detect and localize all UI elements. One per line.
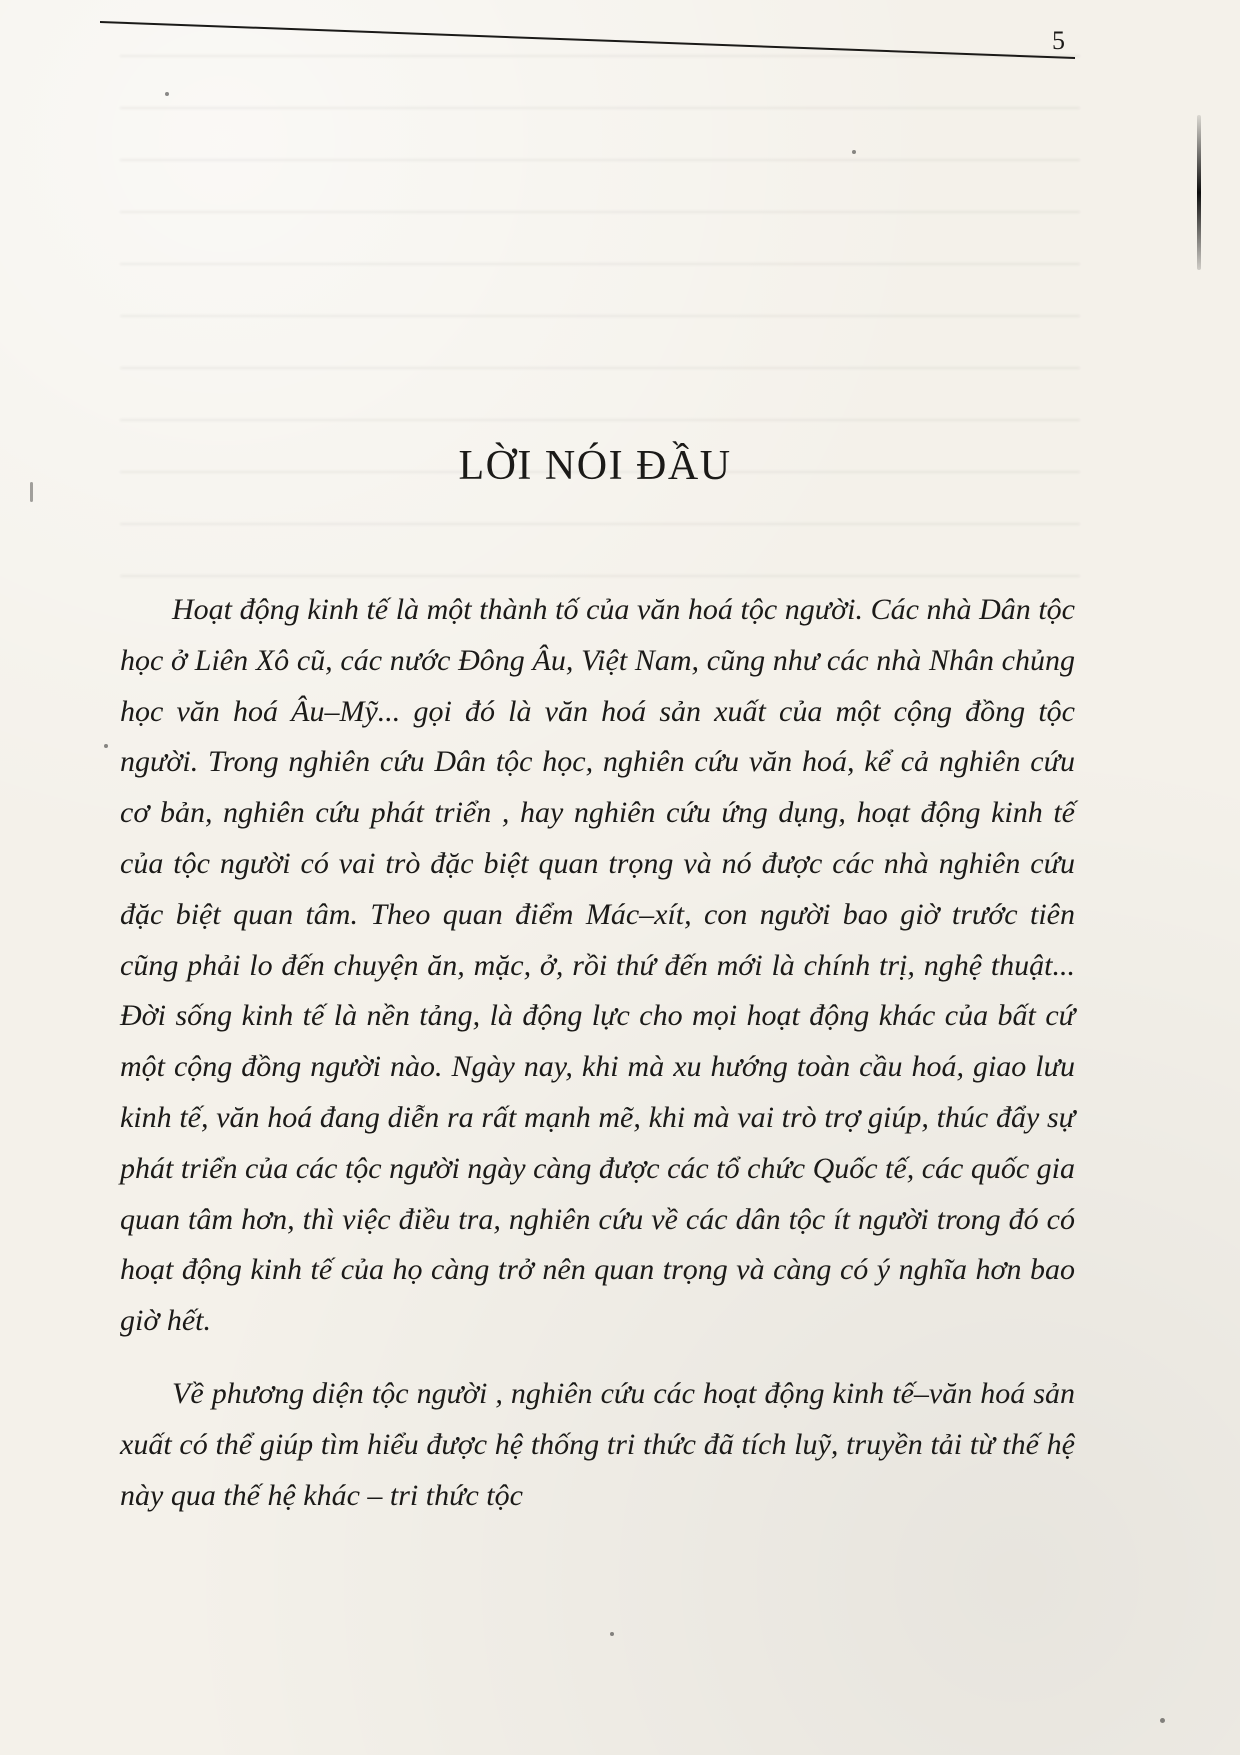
show-through-text: [120, 55, 1080, 625]
header-rule: [100, 20, 1075, 60]
paper-speck: [165, 92, 169, 96]
paper-speck: [610, 1632, 614, 1636]
paper-speck: [852, 150, 856, 154]
page-number: 5: [1052, 26, 1066, 55]
page-title: LỜI NÓI ĐẦU: [458, 443, 732, 489]
spine-shadow: [1197, 115, 1201, 270]
body-paragraph: Hoạt động kinh tế là một thành tố của văn hoá tộc người. Các nhà Dân tộc học ở Liên Xô cũ, các nước Đông Âu, Việt Nam, cũng như các nhà Nhân chủng học văn hoá Âu–Mỹ... gọi đó là văn hoá sản xuất của một cộng đồng tộc người. Trong nghiên cứu Dân tộc học, nghiên cứu văn hoá, kể cả nghiên cứu cơ bản, nghiên cứu phát triển , hay nghiên cứu ứng dụng, hoạt động kinh tế của tộc người có vai trò đặc biệt quan trọng và nó được các nhà nghiên cứu đặc biệt quan tâm. Theo quan điểm Mác–xít, con người bao giờ trước tiên cũng phải lo đến chuyện ăn, mặc, ở, rồi thứ đến mới là chính trị, nghệ thuật... Đời sống kinh tế là nền tảng, là động lực cho mọi hoạt động khác của bất cứ một cộng đồng người nào. Ngày nay, khi mà xu hướng toàn cầu hoá, giao lưu kinh tế, văn hoá đang diễn ra rất mạnh mẽ, khi mà vai trò trợ giúp, thúc đẩy sự phát triển của các tộc người ngày càng được các tổ chức Quốc tế, các quốc gia quan tâm hơn, thì việc điều tra, nghiên cứu về các dân tộc ít người trong đó có hoạt động kinh tế của họ càng trở nên quan trọng và càng có ý nghĩa hơn bao giờ hết.: [120, 593, 1075, 1338]
paper-speck: [104, 744, 108, 748]
body-paragraph: Về phương diện tộc người , nghiên cứu các hoạt động kinh tế–văn hoá sản xuất có thể giúp tìm hiểu được hệ thống tri thức đã tích luỹ, truyền tải từ thế hệ này qua thế hệ khác – tri thức tộc: [120, 1376, 1075, 1512]
body-text: [120, 585, 1075, 1521]
paper-speck: [1160, 1718, 1165, 1723]
margin-mark: [30, 482, 33, 502]
